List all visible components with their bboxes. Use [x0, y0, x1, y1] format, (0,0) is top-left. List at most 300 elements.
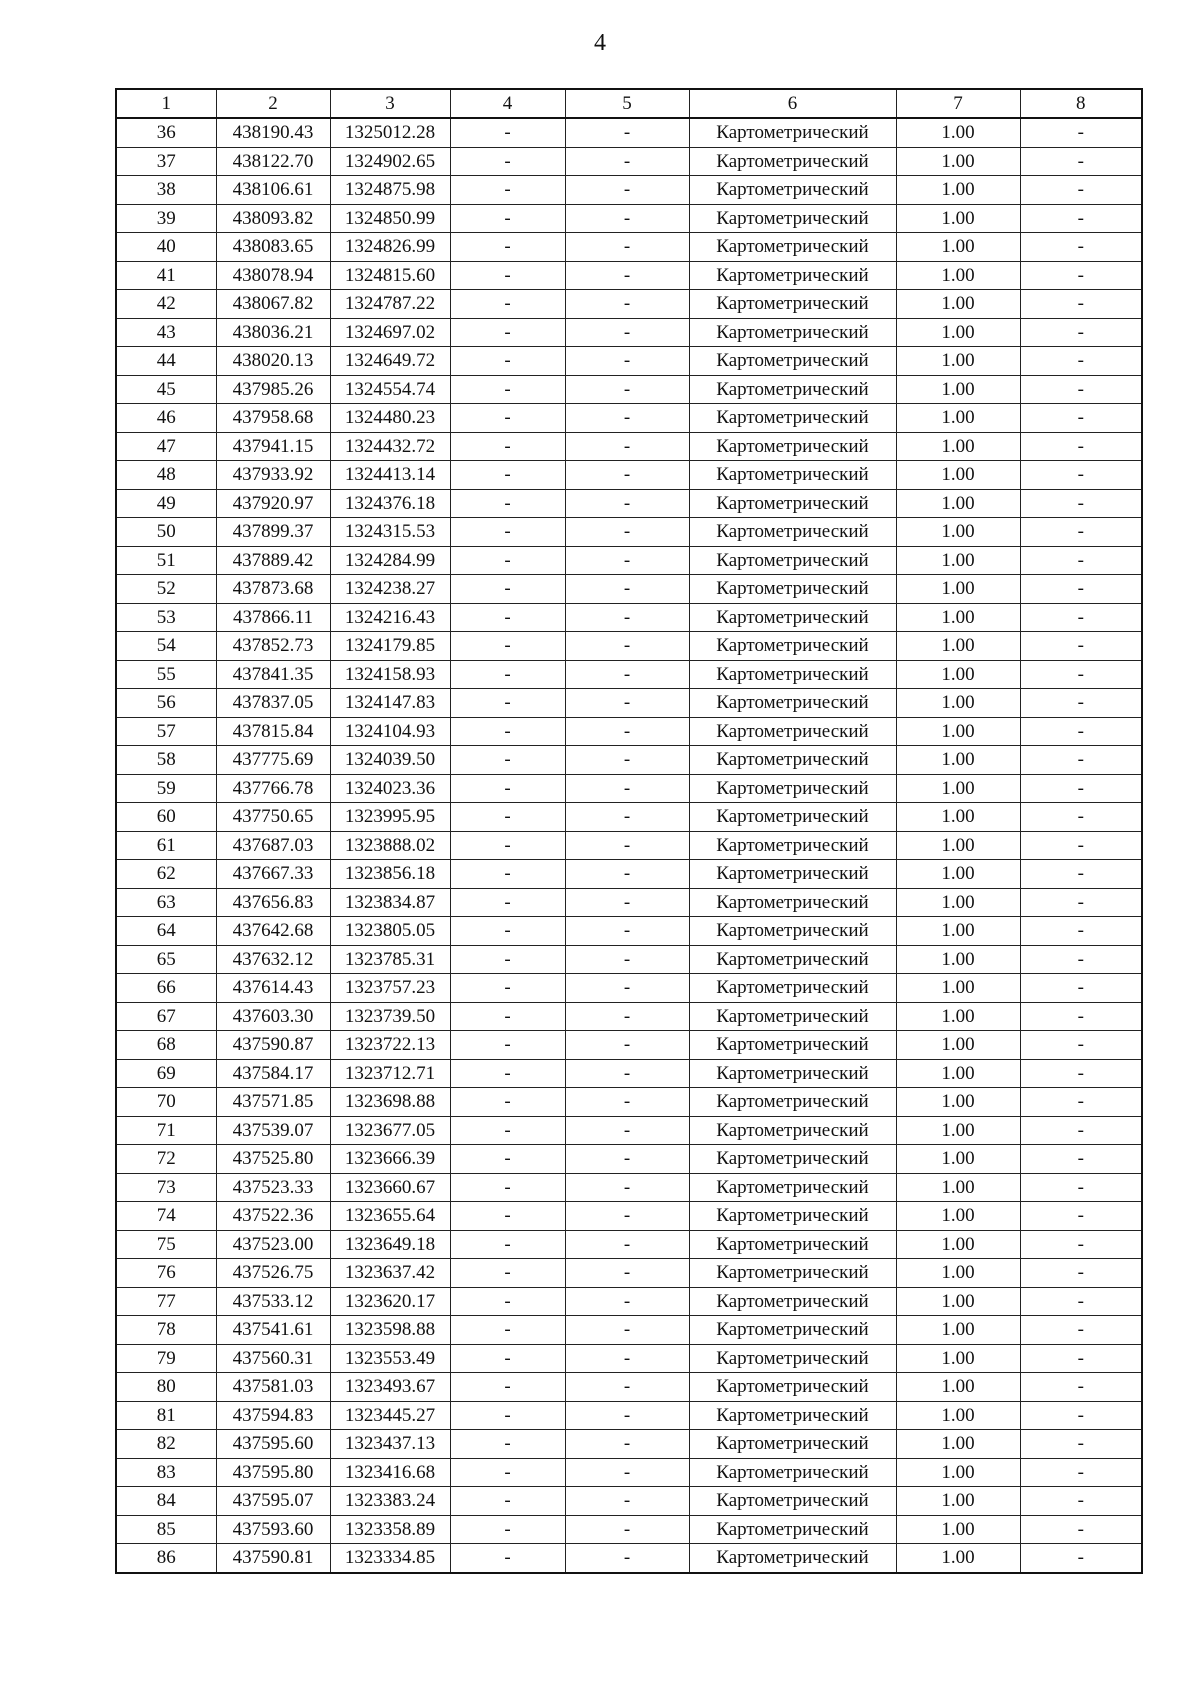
cell-col-5: - — [565, 1515, 689, 1544]
table-header-row — [116, 89, 1142, 118]
cell-accuracy: 1.00 — [896, 1316, 1020, 1345]
cell-col-8: - — [1020, 1544, 1142, 1573]
table-row — [116, 746, 1142, 775]
cell-coord-x: 437525.80 — [216, 1145, 330, 1174]
cell-point-number: 40 — [116, 233, 216, 262]
column-header-6: 6 — [689, 89, 896, 118]
cell-method: Картометрический — [689, 660, 896, 689]
cell-method: Картометрический — [689, 204, 896, 233]
cell-method: Картометрический — [689, 1202, 896, 1231]
cell-col-4: - — [450, 660, 565, 689]
cell-coord-x: 437593.60 — [216, 1515, 330, 1544]
cell-col-5: - — [565, 518, 689, 547]
cell-point-number: 60 — [116, 803, 216, 832]
cell-col-5: - — [565, 1230, 689, 1259]
cell-coord-y: 1324158.93 — [330, 660, 450, 689]
table-row — [116, 1116, 1142, 1145]
cell-col-4: - — [450, 461, 565, 490]
cell-col-5: - — [565, 1287, 689, 1316]
table-row — [116, 347, 1142, 376]
cell-point-number: 36 — [116, 118, 216, 147]
cell-col-5: - — [565, 1059, 689, 1088]
table-row — [116, 1430, 1142, 1459]
cell-col-4: - — [450, 1487, 565, 1516]
cell-col-5: - — [565, 888, 689, 917]
cell-coord-x: 438093.82 — [216, 204, 330, 233]
cell-col-8: - — [1020, 1430, 1142, 1459]
cell-accuracy: 1.00 — [896, 1401, 1020, 1430]
cell-coord-y: 1324147.83 — [330, 689, 450, 718]
cell-coord-y: 1323757.23 — [330, 974, 450, 1003]
cell-col-5: - — [565, 489, 689, 518]
cell-coord-y: 1323620.17 — [330, 1287, 450, 1316]
cell-coord-x: 437571.85 — [216, 1088, 330, 1117]
cell-col-4: - — [450, 1430, 565, 1459]
cell-coord-x: 437667.33 — [216, 860, 330, 889]
table-row — [116, 945, 1142, 974]
cell-coord-y: 1324376.18 — [330, 489, 450, 518]
cell-col-5: - — [565, 603, 689, 632]
cell-col-8: - — [1020, 432, 1142, 461]
cell-method: Картометрический — [689, 1344, 896, 1373]
cell-col-5: - — [565, 1088, 689, 1117]
cell-coord-x: 437590.87 — [216, 1031, 330, 1060]
cell-method: Картометрический — [689, 1430, 896, 1459]
cell-col-4: - — [450, 974, 565, 1003]
cell-accuracy: 1.00 — [896, 1430, 1020, 1459]
cell-accuracy: 1.00 — [896, 318, 1020, 347]
cell-coord-y: 1323553.49 — [330, 1344, 450, 1373]
cell-method: Картометрический — [689, 1316, 896, 1345]
cell-col-5: - — [565, 1259, 689, 1288]
column-header-2: 2 — [216, 89, 330, 118]
cell-accuracy: 1.00 — [896, 1259, 1020, 1288]
cell-col-8: - — [1020, 290, 1142, 319]
cell-col-5: - — [565, 917, 689, 946]
cell-coord-x: 437526.75 — [216, 1259, 330, 1288]
cell-coord-y: 1324039.50 — [330, 746, 450, 775]
cell-coord-y: 1323712.71 — [330, 1059, 450, 1088]
cell-col-8: - — [1020, 1002, 1142, 1031]
cell-coord-x: 437595.80 — [216, 1458, 330, 1487]
cell-col-8: - — [1020, 546, 1142, 575]
table-row — [116, 1515, 1142, 1544]
cell-col-4: - — [450, 1173, 565, 1202]
cell-point-number: 57 — [116, 717, 216, 746]
table-row — [116, 888, 1142, 917]
cell-coord-y: 1323334.85 — [330, 1544, 450, 1573]
cell-coord-x: 437539.07 — [216, 1116, 330, 1145]
cell-method: Картометрический — [689, 717, 896, 746]
cell-col-4: - — [450, 1145, 565, 1174]
cell-accuracy: 1.00 — [896, 660, 1020, 689]
table-row — [116, 1401, 1142, 1430]
cell-method: Картометрический — [689, 1259, 896, 1288]
cell-col-5: - — [565, 432, 689, 461]
cell-col-4: - — [450, 147, 565, 176]
cell-coord-x: 437603.30 — [216, 1002, 330, 1031]
cell-method: Картометрический — [689, 546, 896, 575]
cell-col-5: - — [565, 575, 689, 604]
table-row — [116, 1202, 1142, 1231]
cell-method: Картометрический — [689, 831, 896, 860]
cell-coord-y: 1324875.98 — [330, 176, 450, 205]
cell-col-4: - — [450, 1515, 565, 1544]
cell-coord-x: 438067.82 — [216, 290, 330, 319]
cell-col-8: - — [1020, 860, 1142, 889]
cell-point-number: 56 — [116, 689, 216, 718]
cell-coord-x: 438078.94 — [216, 261, 330, 290]
table-row — [116, 375, 1142, 404]
cell-point-number: 82 — [116, 1430, 216, 1459]
cell-col-5: - — [565, 261, 689, 290]
table-row — [116, 461, 1142, 490]
cell-col-8: - — [1020, 233, 1142, 262]
cell-accuracy: 1.00 — [896, 233, 1020, 262]
cell-point-number: 54 — [116, 632, 216, 661]
cell-col-4: - — [450, 518, 565, 547]
table-row — [116, 518, 1142, 547]
cell-accuracy: 1.00 — [896, 489, 1020, 518]
cell-accuracy: 1.00 — [896, 632, 1020, 661]
cell-point-number: 74 — [116, 1202, 216, 1231]
cell-method: Картометрический — [689, 1116, 896, 1145]
cell-accuracy: 1.00 — [896, 518, 1020, 547]
cell-coord-y: 1324480.23 — [330, 404, 450, 433]
cell-accuracy: 1.00 — [896, 461, 1020, 490]
cell-coord-y: 1323383.24 — [330, 1487, 450, 1516]
cell-method: Картометрический — [689, 176, 896, 205]
cell-coord-x: 437614.43 — [216, 974, 330, 1003]
cell-col-5: - — [565, 1002, 689, 1031]
cell-coord-y: 1323834.87 — [330, 888, 450, 917]
cell-accuracy: 1.00 — [896, 974, 1020, 1003]
cell-col-4: - — [450, 347, 565, 376]
cell-col-5: - — [565, 118, 689, 147]
table-row — [116, 1373, 1142, 1402]
cell-col-8: - — [1020, 1230, 1142, 1259]
cell-col-4: - — [450, 1259, 565, 1288]
cell-col-4: - — [450, 1059, 565, 1088]
cell-accuracy: 1.00 — [896, 1544, 1020, 1573]
cell-col-8: - — [1020, 1088, 1142, 1117]
cell-col-5: - — [565, 176, 689, 205]
cell-method: Картометрический — [689, 1401, 896, 1430]
cell-coord-x: 437584.17 — [216, 1059, 330, 1088]
cell-col-5: - — [565, 1202, 689, 1231]
cell-col-4: - — [450, 489, 565, 518]
cell-coord-x: 437560.31 — [216, 1344, 330, 1373]
cell-coord-y: 1323698.88 — [330, 1088, 450, 1117]
cell-method: Картометрический — [689, 1088, 896, 1117]
cell-accuracy: 1.00 — [896, 290, 1020, 319]
table-body — [116, 118, 1142, 1573]
page-number: 4 — [594, 30, 606, 56]
cell-method: Картометрический — [689, 1515, 896, 1544]
cell-coord-x: 438190.43 — [216, 118, 330, 147]
cell-col-8: - — [1020, 1145, 1142, 1174]
table-row — [116, 489, 1142, 518]
cell-col-8: - — [1020, 603, 1142, 632]
cell-col-4: - — [450, 860, 565, 889]
cell-point-number: 85 — [116, 1515, 216, 1544]
cell-coord-x: 438122.70 — [216, 147, 330, 176]
cell-method: Картометрический — [689, 945, 896, 974]
table-row — [116, 1031, 1142, 1060]
cell-col-8: - — [1020, 204, 1142, 233]
cell-col-5: - — [565, 1487, 689, 1516]
cell-method: Картометрический — [689, 1373, 896, 1402]
cell-coord-x: 437523.33 — [216, 1173, 330, 1202]
cell-point-number: 70 — [116, 1088, 216, 1117]
cell-col-4: - — [450, 290, 565, 319]
cell-coord-x: 437815.84 — [216, 717, 330, 746]
cell-col-8: - — [1020, 347, 1142, 376]
cell-col-5: - — [565, 746, 689, 775]
cell-col-4: - — [450, 803, 565, 832]
cell-coord-y: 1324104.93 — [330, 717, 450, 746]
cell-col-5: - — [565, 803, 689, 832]
cell-coord-y: 1324179.85 — [330, 632, 450, 661]
table-row — [116, 603, 1142, 632]
table-row — [116, 432, 1142, 461]
cell-accuracy: 1.00 — [896, 261, 1020, 290]
table-row — [116, 660, 1142, 689]
cell-method: Картометрический — [689, 147, 896, 176]
cell-method: Картометрический — [689, 375, 896, 404]
cell-coord-x: 437656.83 — [216, 888, 330, 917]
cell-col-4: - — [450, 204, 565, 233]
cell-method: Картометрический — [689, 746, 896, 775]
table-row — [116, 1173, 1142, 1202]
table-row — [116, 1487, 1142, 1516]
cell-col-8: - — [1020, 689, 1142, 718]
table-row — [116, 717, 1142, 746]
cell-col-8: - — [1020, 1173, 1142, 1202]
cell-coord-x: 437590.81 — [216, 1544, 330, 1573]
cell-accuracy: 1.00 — [896, 1116, 1020, 1145]
cell-col-4: - — [450, 1287, 565, 1316]
cell-coord-y: 1324432.72 — [330, 432, 450, 461]
table-row — [116, 1287, 1142, 1316]
cell-col-8: - — [1020, 1316, 1142, 1345]
cell-col-4: - — [450, 1002, 565, 1031]
cell-point-number: 76 — [116, 1259, 216, 1288]
cell-col-5: - — [565, 233, 689, 262]
cell-point-number: 79 — [116, 1344, 216, 1373]
cell-col-8: - — [1020, 118, 1142, 147]
cell-col-8: - — [1020, 1373, 1142, 1402]
table-row — [116, 176, 1142, 205]
cell-col-4: - — [450, 1230, 565, 1259]
cell-col-4: - — [450, 603, 565, 632]
cell-coord-x: 437841.35 — [216, 660, 330, 689]
cell-col-4: - — [450, 233, 565, 262]
cell-method: Картометрический — [689, 603, 896, 632]
cell-method: Картометрический — [689, 1287, 896, 1316]
cell-col-8: - — [1020, 1487, 1142, 1516]
cell-col-4: - — [450, 1316, 565, 1345]
cell-col-4: - — [450, 176, 565, 205]
cell-accuracy: 1.00 — [896, 689, 1020, 718]
table-row — [116, 118, 1142, 147]
cell-coord-x: 437595.07 — [216, 1487, 330, 1516]
cell-coord-y: 1324315.53 — [330, 518, 450, 547]
cell-point-number: 80 — [116, 1373, 216, 1402]
cell-coord-y: 1323856.18 — [330, 860, 450, 889]
cell-accuracy: 1.00 — [896, 1344, 1020, 1373]
cell-col-8: - — [1020, 1515, 1142, 1544]
cell-coord-x: 437594.83 — [216, 1401, 330, 1430]
cell-coord-x: 437852.73 — [216, 632, 330, 661]
cell-method: Картометрический — [689, 860, 896, 889]
cell-col-4: - — [450, 404, 565, 433]
cell-accuracy: 1.00 — [896, 831, 1020, 860]
cell-coord-y: 1323995.95 — [330, 803, 450, 832]
cell-point-number: 46 — [116, 404, 216, 433]
table-row — [116, 774, 1142, 803]
cell-point-number: 43 — [116, 318, 216, 347]
cell-coord-y: 1324554.74 — [330, 375, 450, 404]
cell-point-number: 55 — [116, 660, 216, 689]
cell-col-8: - — [1020, 917, 1142, 946]
cell-col-4: - — [450, 1544, 565, 1573]
table-row — [116, 1458, 1142, 1487]
cell-accuracy: 1.00 — [896, 404, 1020, 433]
cell-coord-y: 1323888.02 — [330, 831, 450, 860]
cell-col-5: - — [565, 1316, 689, 1345]
table-row — [116, 831, 1142, 860]
cell-accuracy: 1.00 — [896, 1002, 1020, 1031]
cell-col-4: - — [450, 1031, 565, 1060]
cell-accuracy: 1.00 — [896, 546, 1020, 575]
cell-col-8: - — [1020, 318, 1142, 347]
cell-col-5: - — [565, 974, 689, 1003]
cell-col-5: - — [565, 347, 689, 376]
cell-col-5: - — [565, 660, 689, 689]
cell-accuracy: 1.00 — [896, 803, 1020, 832]
table-row — [116, 1145, 1142, 1174]
cell-col-5: - — [565, 1344, 689, 1373]
table-row — [116, 917, 1142, 946]
cell-coord-y: 1323739.50 — [330, 1002, 450, 1031]
cell-method: Картометрический — [689, 347, 896, 376]
cell-col-8: - — [1020, 831, 1142, 860]
cell-col-8: - — [1020, 1458, 1142, 1487]
cell-col-8: - — [1020, 375, 1142, 404]
cell-point-number: 50 — [116, 518, 216, 547]
cell-col-5: - — [565, 1173, 689, 1202]
cell-method: Картометрический — [689, 1544, 896, 1573]
cell-col-5: - — [565, 689, 689, 718]
cell-point-number: 65 — [116, 945, 216, 974]
cell-coord-y: 1324815.60 — [330, 261, 450, 290]
cell-point-number: 64 — [116, 917, 216, 946]
cell-col-8: - — [1020, 489, 1142, 518]
cell-coord-y: 1324023.36 — [330, 774, 450, 803]
cell-col-8: - — [1020, 1401, 1142, 1430]
column-header-4: 4 — [450, 89, 565, 118]
table-row — [116, 803, 1142, 832]
cell-col-4: - — [450, 1116, 565, 1145]
cell-coord-x: 437958.68 — [216, 404, 330, 433]
cell-coord-x: 437750.65 — [216, 803, 330, 832]
cell-col-4: - — [450, 632, 565, 661]
cell-method: Картометрический — [689, 1002, 896, 1031]
cell-col-4: - — [450, 1202, 565, 1231]
cell-col-5: - — [565, 1145, 689, 1174]
cell-accuracy: 1.00 — [896, 860, 1020, 889]
cell-accuracy: 1.00 — [896, 945, 1020, 974]
cell-point-number: 41 — [116, 261, 216, 290]
table-row — [116, 290, 1142, 319]
cell-coord-y: 1324850.99 — [330, 204, 450, 233]
cell-point-number: 66 — [116, 974, 216, 1003]
cell-method: Картометрический — [689, 575, 896, 604]
cell-accuracy: 1.00 — [896, 917, 1020, 946]
cell-col-5: - — [565, 831, 689, 860]
cell-coord-y: 1323655.64 — [330, 1202, 450, 1231]
cell-point-number: 42 — [116, 290, 216, 319]
cell-col-4: - — [450, 432, 565, 461]
cell-accuracy: 1.00 — [896, 147, 1020, 176]
cell-point-number: 58 — [116, 746, 216, 775]
cell-accuracy: 1.00 — [896, 717, 1020, 746]
cell-point-number: 72 — [116, 1145, 216, 1174]
cell-point-number: 67 — [116, 1002, 216, 1031]
cell-col-8: - — [1020, 660, 1142, 689]
cell-coord-x: 437632.12 — [216, 945, 330, 974]
cell-col-5: - — [565, 375, 689, 404]
cell-coord-x: 437837.05 — [216, 689, 330, 718]
cell-point-number: 83 — [116, 1458, 216, 1487]
cell-coord-y: 1323660.67 — [330, 1173, 450, 1202]
cell-method: Картометрический — [689, 689, 896, 718]
table-row — [116, 1259, 1142, 1288]
cell-method: Картометрический — [689, 1487, 896, 1516]
cell-coord-x: 437766.78 — [216, 774, 330, 803]
cell-method: Картометрический — [689, 1059, 896, 1088]
cell-point-number: 61 — [116, 831, 216, 860]
cell-col-8: - — [1020, 717, 1142, 746]
cell-point-number: 86 — [116, 1544, 216, 1573]
cell-coord-y: 1323805.05 — [330, 917, 450, 946]
cell-coord-y: 1324697.02 — [330, 318, 450, 347]
table-row — [116, 1059, 1142, 1088]
cell-accuracy: 1.00 — [896, 1230, 1020, 1259]
cell-coord-x: 437899.37 — [216, 518, 330, 547]
table-row — [116, 632, 1142, 661]
cell-point-number: 48 — [116, 461, 216, 490]
table-row — [116, 1544, 1142, 1573]
cell-point-number: 39 — [116, 204, 216, 233]
cell-accuracy: 1.00 — [896, 1202, 1020, 1231]
cell-coord-y: 1323637.42 — [330, 1259, 450, 1288]
cell-col-8: - — [1020, 1287, 1142, 1316]
cell-accuracy: 1.00 — [896, 204, 1020, 233]
cell-coord-y: 1325012.28 — [330, 118, 450, 147]
cell-col-5: - — [565, 1373, 689, 1402]
table-row — [116, 261, 1142, 290]
cell-point-number: 45 — [116, 375, 216, 404]
cell-method: Картометрический — [689, 1031, 896, 1060]
table-row — [116, 575, 1142, 604]
cell-col-8: - — [1020, 974, 1142, 1003]
cell-col-8: - — [1020, 888, 1142, 917]
cell-coord-y: 1323416.68 — [330, 1458, 450, 1487]
table-row — [116, 1316, 1142, 1345]
cell-col-4: - — [450, 1458, 565, 1487]
